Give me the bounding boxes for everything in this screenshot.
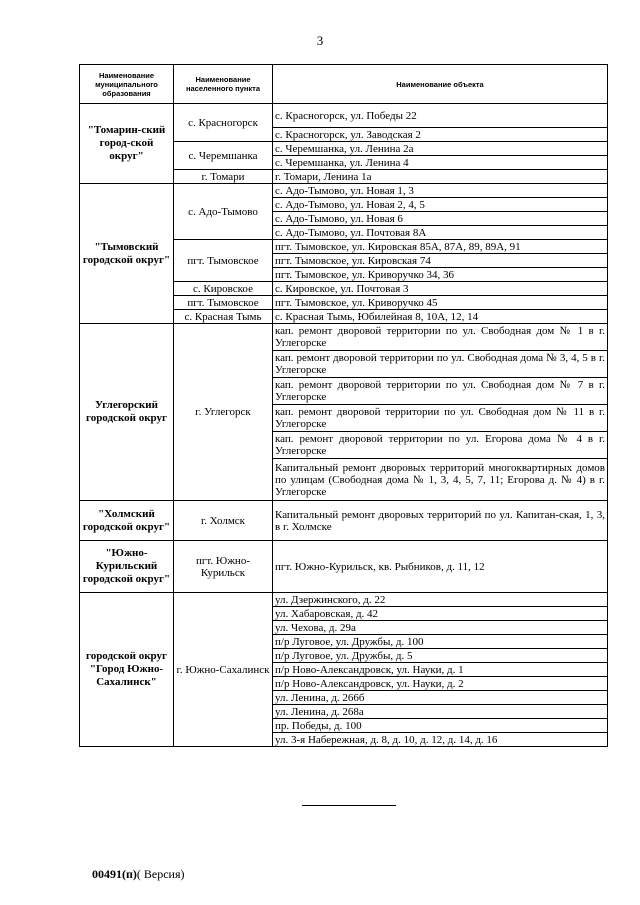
object-cell: кап. ремонт дворовой территории по ул. Свободная дома № 3, 4, 5 в г. Углегорске xyxy=(273,351,608,378)
settlement-cell: г. Южно-Сахалинск xyxy=(174,593,273,747)
object-cell: ул. Ленина, д. 266б xyxy=(273,691,608,705)
object-cell: ул. Ленина, д. 268а xyxy=(273,705,608,719)
table-row xyxy=(80,184,608,198)
object-cell: ул. 3-я Набережная, д. 8, д. 10, д. 12, д. 14, д. 16 xyxy=(273,733,608,747)
objects-table xyxy=(79,64,608,747)
object-cell: с. Кировское, ул. Почтовая 3 xyxy=(273,282,608,296)
table-row xyxy=(80,324,608,351)
settlement-cell: с. Красногорск xyxy=(174,104,273,142)
settlement-cell: с. Кировское xyxy=(174,282,273,296)
object-cell: кап. ремонт дворовой территории по ул. Свободная дом № 7 в г. Углегорске xyxy=(273,378,608,405)
municipality-cell: городской округ "Город Южно-Сахалинск" xyxy=(80,593,174,747)
settlement-cell: пгт. Южно-Курильск xyxy=(174,541,273,593)
object-cell: пгт. Южно-Курильск, кв. Рыбников, д. 11, 12 xyxy=(273,541,608,593)
table-row xyxy=(80,593,608,607)
object-cell: Капитальный ремонт дворовых территорий по ул. Капитан-ская, 1, 3, в г. Холмске xyxy=(273,501,608,541)
object-cell: пгт. Тымовское, ул. Криворучко 45 xyxy=(273,296,608,310)
object-cell: с. Красногорск, ул. Заводская 2 xyxy=(273,128,608,142)
table-row xyxy=(80,501,608,541)
object-cell: с. Адо-Тымово, ул. Новая 2, 4, 5 xyxy=(273,198,608,212)
header-settlement: Наименование населенного пункта xyxy=(174,65,273,104)
table-header-row xyxy=(80,65,608,104)
object-cell: с. Адо-Тымово, ул. Почтовая 8А xyxy=(273,226,608,240)
object-cell: п/р Луговое, ул. Дружбы, д. 5 xyxy=(273,649,608,663)
object-cell: с. Красногорск, ул. Победы 22 xyxy=(273,104,608,128)
table-row xyxy=(80,104,608,128)
header-municipality: Наименование муниципального образования xyxy=(80,65,174,104)
settlement-cell: г. Углегорск xyxy=(174,324,273,501)
footer-divider xyxy=(302,805,396,806)
object-cell: г. Томари, Ленина 1а xyxy=(273,170,608,184)
municipality-cell: Углегорский городской округ xyxy=(80,324,174,501)
document-version: ( Версия) xyxy=(136,867,185,881)
object-cell: с. Красная Тымь, Юбилейная 8, 10А, 12, 14 xyxy=(273,310,608,324)
municipality-cell: "Южно-Курильский городской округ" xyxy=(80,541,174,593)
settlement-cell: с. Красная Тымь xyxy=(174,310,273,324)
header-object: Наименование объекта xyxy=(273,65,608,104)
object-cell: кап. ремонт дворовой территории по ул. Свободная дом № 1 в г. Углегорске xyxy=(273,324,608,351)
object-cell: с. Адо-Тымово, ул. Новая 1, 3 xyxy=(273,184,608,198)
object-cell: кап. ремонт дворовой территории по ул. Егорова дома № 4 в г. Углегорске xyxy=(273,432,608,459)
object-cell: кап. ремонт дворовой территории по ул. Свободная дом № 11 в г. Углегорске xyxy=(273,405,608,432)
object-cell: пр. Победы, д. 100 xyxy=(273,719,608,733)
municipality-cell: "Тымовский городской округ" xyxy=(80,184,174,324)
object-cell: с. Адо-Тымово, ул. Новая 6 xyxy=(273,212,608,226)
object-cell: п/р Луговое, ул. Дружбы, д. 100 xyxy=(273,635,608,649)
object-cell: п/р Ново-Александровск, ул. Науки, д. 1 xyxy=(273,663,608,677)
page-number: 3 xyxy=(316,33,324,48)
settlement-cell: пгт. Тымовское xyxy=(174,240,273,282)
object-cell: пгт. Тымовское, ул. Кировская 85А, 87А, 89, 89А, 91 xyxy=(273,240,608,254)
object-cell: ул. Дзержинского, д. 22 xyxy=(273,593,608,607)
municipality-cell: "Холмский городской округ" xyxy=(80,501,174,541)
settlement-cell: с. Черемшанка xyxy=(174,142,273,170)
municipality-cell: "Томарин-ский город-ской округ" xyxy=(80,104,174,184)
object-cell: пгт. Тымовское, ул. Криворучко 34, 36 xyxy=(273,268,608,282)
settlement-cell: пгт. Тымовское xyxy=(174,296,273,310)
document-number: 00491(п) xyxy=(92,867,137,881)
table-row xyxy=(80,541,608,593)
object-cell: пгт. Тымовское, ул. Кировская 74 xyxy=(273,254,608,268)
object-cell: с. Черемшанка, ул. Ленина 4 xyxy=(273,156,608,170)
object-cell: ул. Чехова, д. 29а xyxy=(273,621,608,635)
object-cell: ул. Хабаровская, д. 42 xyxy=(273,607,608,621)
settlement-cell: г. Томари xyxy=(174,170,273,184)
settlement-cell: с. Адо-Тымово xyxy=(174,184,273,240)
document-code xyxy=(92,867,185,882)
settlement-cell: г. Холмск xyxy=(174,501,273,541)
object-cell: Капитальный ремонт дворовых территорий многоквартирных домов по улицам (Свободная дома № 1, 3, 4, 5, 7, 11; Егорова д. № 4) в г. Углегорске xyxy=(273,459,608,501)
object-cell: п/р Ново-Александровск, ул. Науки, д. 2 xyxy=(273,677,608,691)
object-cell: с. Черемшанка, ул. Ленина 2а xyxy=(273,142,608,156)
